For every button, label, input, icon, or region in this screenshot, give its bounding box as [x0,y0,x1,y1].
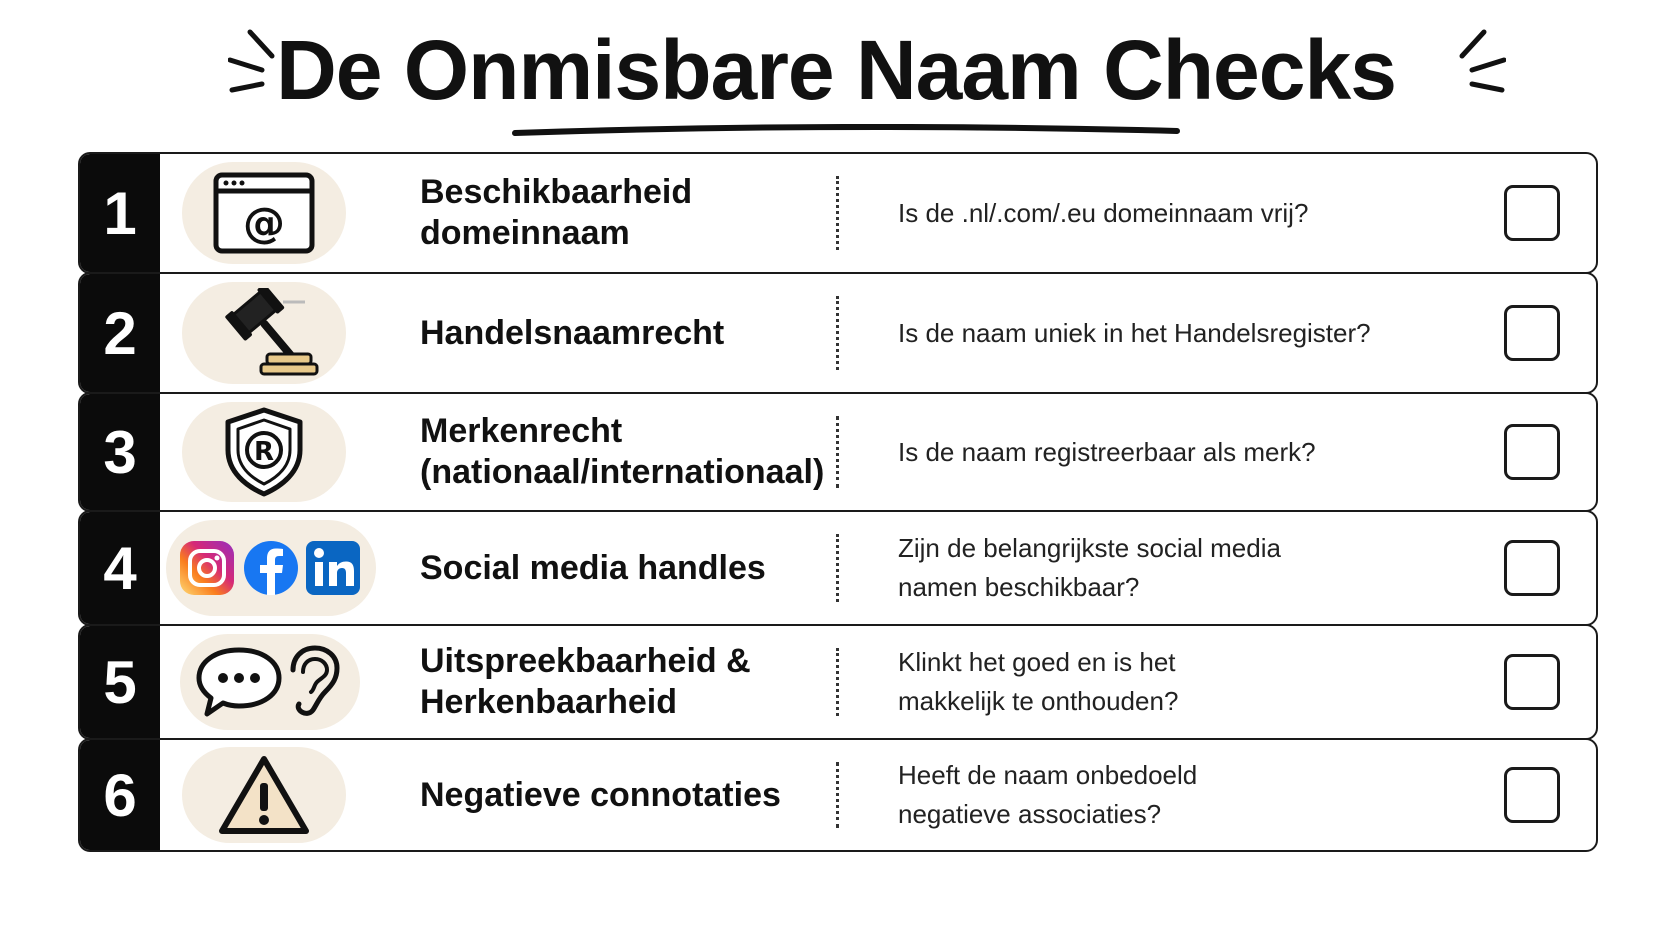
instagram-icon [180,541,234,595]
svg-text:R: R [253,437,275,467]
ear-icon [293,648,337,713]
check-question: Heeft de naam onbedoeld negatieve associaties? [898,760,1198,829]
check-label: Social media handles [420,548,766,587]
check-checkbox[interactable] [1504,185,1560,241]
check-question: Is de .nl/.com/.eu domeinnaam vrij? [898,197,1309,228]
speech-bubble-icon [199,650,279,714]
icon-container [182,282,346,384]
check-checkbox[interactable] [1504,767,1560,823]
icon-container [182,162,346,264]
dotted-divider [836,176,839,250]
row-number: 1 [80,154,160,272]
check-label: Beschikbaarheid domeinnaam [420,173,693,252]
dotted-divider [836,534,839,602]
speech-ear-icon [195,644,345,720]
dotted-divider [836,648,839,716]
row-number: 3 [80,394,160,510]
title-underline [511,124,1181,138]
header [0,0,1672,150]
svg-text:@: @ [243,198,285,247]
row-number: 4 [80,512,160,624]
check-row-domain [78,152,1598,274]
icon-container [180,634,360,730]
icon-container [182,747,346,843]
check-checkbox[interactable] [1504,305,1560,361]
check-row-trade-name [78,272,1598,394]
check-checkbox[interactable] [1504,654,1560,710]
check-label: Merkenrecht (nationaal/internationaal) [420,412,825,491]
social-media-icons [176,537,366,599]
check-label: Negatieve connotaties [420,775,781,814]
check-checkbox[interactable] [1504,424,1560,480]
row-number: 6 [80,740,160,850]
check-row-social-media [78,510,1598,626]
dotted-divider [836,296,839,370]
check-question: Is de naam registreerbaar als merk? [898,436,1316,467]
check-label: Handelsnaamrecht [420,313,725,352]
check-label: Uitspreekbaarheid & Herkenbaarheid [420,642,751,721]
facebook-icon [244,541,298,595]
check-question: Klinkt het goed en is het makkelijk te onthouden? [898,647,1179,716]
check-row-pronunciation [78,624,1598,740]
emphasis-lines-right-icon [1436,28,1506,108]
dotted-divider [836,416,839,488]
icon-container [166,520,376,616]
check-row-connotations [78,738,1598,852]
linkedin-icon [306,541,360,595]
row-number: 5 [80,626,160,738]
gavel-icon [209,288,319,378]
row-number: 2 [80,274,160,392]
page-title: De Onmisbare Naam Checks [276,23,1396,117]
check-question: Is de naam uniek in het Handelsregister? [898,317,1371,348]
check-row-trademark [78,392,1598,512]
registered-shield-icon [222,406,306,498]
warning-icon [216,753,312,837]
icon-container [182,402,346,502]
check-question: Zijn de belangrijkste social media namen beschikbaar? [898,533,1281,602]
check-checkbox[interactable] [1504,540,1560,596]
domain-at-icon [212,171,316,255]
dotted-divider [836,762,839,828]
checklist [78,152,1602,902]
